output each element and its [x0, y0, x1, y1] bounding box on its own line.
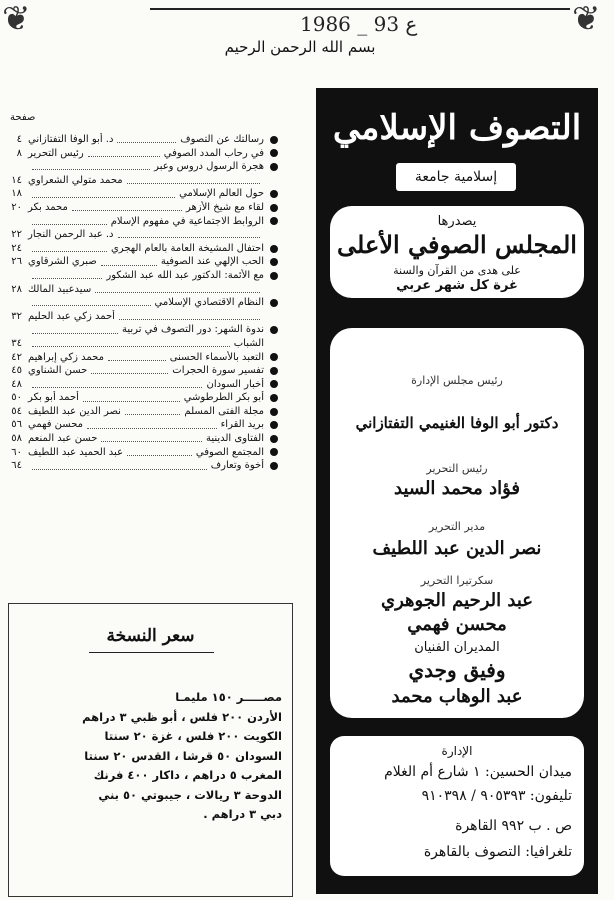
toc-page: ٣٢ — [11, 310, 22, 322]
toc-leader — [32, 272, 102, 279]
toc-title: الروابط الاجتماعية في مفهوم الإسلام — [110, 215, 264, 227]
editor-label: رئيس التحرير — [426, 462, 488, 475]
toc-leader — [32, 245, 107, 252]
toc-item — [8, 323, 278, 337]
handwritten-issue-number: ع 93 _ 1986 — [300, 12, 418, 36]
toc-leader — [87, 422, 217, 429]
bullet-icon — [270, 245, 278, 253]
toc-title: تفسير سورة الحجرات — [172, 365, 264, 377]
bullet-icon — [270, 353, 278, 361]
toc-page: ٤٨ — [11, 378, 22, 390]
toc-author: حسن الشناوي — [28, 365, 88, 377]
toc-title: النظام الاقتصادي الإسلامي — [154, 297, 264, 309]
toc-leader — [125, 408, 181, 415]
editor-name: فؤاد محمد السيد — [394, 478, 520, 499]
toc-item — [8, 133, 278, 147]
basmala: بسم الله الرحمن الرحيم — [224, 38, 376, 56]
toc-item — [8, 432, 278, 446]
toc-leader — [118, 231, 261, 238]
toc-author: سيدعبيد المالك — [28, 283, 92, 295]
toc-author: محسن فهمي — [28, 419, 84, 431]
toc-page: ٤٢ — [11, 351, 22, 363]
toc-item — [8, 147, 278, 161]
toc-item — [8, 242, 278, 256]
toc-leader — [32, 191, 175, 198]
toc-item — [8, 228, 278, 242]
price-line: الكويت ٢٠٠ فلس ، غزة ٢٠ سنتا — [104, 729, 282, 743]
toc-leader — [101, 259, 157, 266]
bullet-icon — [270, 272, 278, 280]
price-title-rule — [89, 652, 214, 653]
toc-title: الشباب — [233, 337, 264, 349]
toc-page: ٥٠ — [11, 392, 22, 404]
price-line: دبي ٣ دراهم . — [203, 807, 282, 821]
price-title: سعر النسخة — [106, 626, 195, 646]
toc-page: ٢٤ — [11, 242, 22, 254]
toc-page: ٥٤ — [11, 405, 22, 417]
toc-page: ٢٠ — [11, 201, 22, 213]
administration-label: الإدارة — [441, 744, 473, 758]
toc-title: هجرة الرسول دروس وعبر — [154, 161, 264, 173]
toc-leader — [32, 463, 207, 470]
magazine-subtitle: إسلامية جامعة — [396, 163, 516, 191]
bullet-icon — [270, 258, 278, 266]
publisher-box — [330, 206, 584, 298]
secretary-label: سكرتيرا التحرير — [420, 574, 494, 587]
toc-title: بريد القراء — [220, 419, 264, 431]
bullet-icon — [270, 380, 278, 388]
toc-leader — [117, 136, 176, 143]
toc-author: أحمد زكي عبد الحليم — [28, 310, 115, 322]
bullet-icon — [270, 217, 278, 225]
toc-title: أبو بكر الطرطوشي — [183, 392, 264, 404]
masthead-panel — [316, 88, 598, 894]
price-line: الأردن ٢٠٠ فلس ، أبو ظبي ٣ دراهم — [82, 709, 282, 724]
toc-leader — [32, 381, 202, 388]
toc-page: ١٤ — [11, 174, 22, 186]
pobox-line: ص . ب ٩٩٢ القاهرة — [455, 818, 572, 834]
toc-item — [8, 378, 278, 392]
toc-title: لقاء مع شيخ الأزهر — [185, 201, 264, 213]
toc-item — [8, 255, 278, 269]
toc-author: نصر الدين عبد اللطيف — [28, 405, 121, 417]
publisher-name: المجلس الصوفي الأعلى — [337, 230, 577, 259]
staff-box — [330, 328, 584, 718]
toc-author: د. عبد الرحمن النجار — [28, 229, 114, 241]
bullet-icon — [270, 421, 278, 429]
toc-page: ٨ — [16, 147, 22, 159]
price-line: الدوحة ٣ ريالات ، جيبوتي ٥٠ بني — [98, 787, 282, 802]
toc-item — [8, 418, 278, 432]
toc-title: الحب الإلهي عند الصوفية — [160, 256, 264, 268]
toc-page: ١٨ — [11, 188, 22, 200]
toc-page-label: صفحة — [10, 112, 36, 123]
bullet-icon — [270, 462, 278, 470]
toc-title: المجتمع الصوفي — [195, 446, 264, 458]
bullet-icon — [270, 136, 278, 144]
toc-title: أخوة وتعارف — [210, 460, 264, 472]
toc-leader — [88, 150, 160, 157]
toc-title: الفتاوى الدينية — [205, 433, 264, 445]
toc-page: ٢٦ — [11, 256, 22, 268]
toc-item — [8, 391, 278, 405]
toc-page: ٦٤ — [11, 460, 22, 472]
toc-page: ٥٦ — [11, 419, 22, 431]
toc-leader — [32, 163, 150, 170]
toc-author: أحمد أبو بكر — [28, 392, 79, 404]
toc-title: حول العالم الإسلامي — [179, 188, 264, 200]
telegraph-line: تلغرافيا: التصوف بالقاهرة — [423, 844, 572, 860]
toc-item — [8, 187, 278, 201]
toc-author: رئيس التحرير — [28, 147, 84, 159]
frequency-text: غرة كل شهر عربي — [396, 278, 518, 293]
toc-title: مجلة الفتى المسلم — [184, 405, 264, 417]
magazine-title: التصوف الإسلامي — [332, 108, 582, 148]
toc-item — [8, 215, 278, 229]
toc-leader — [95, 286, 260, 293]
toc-author: حسن عبد المنعم — [28, 433, 98, 445]
toc-item — [8, 446, 278, 460]
toc-item — [8, 160, 278, 174]
address-line: ميدان الحسين: ١ شارع أم الغلام — [384, 764, 572, 780]
toc-leader — [72, 204, 182, 211]
toc-page: ٤٥ — [11, 365, 22, 377]
toc-item — [8, 364, 278, 378]
art-label: المديران الفنيان — [414, 640, 500, 655]
secretary-name: محسن فهمي — [407, 614, 507, 635]
price-box — [8, 603, 293, 897]
toc-leader — [32, 218, 107, 225]
price-line: السودان ٥٠ قرشا ، القدس ٢٠ سنتا — [84, 748, 282, 763]
toc-page: ٢٨ — [11, 283, 22, 295]
toc-author: محمد زكي إبراهيم — [28, 351, 104, 363]
toc-leader — [91, 367, 168, 374]
toc-leader — [127, 177, 260, 184]
toc-title: رسالتك عن التصوف — [180, 134, 264, 145]
ornament-top-right-icon: ❦ — [572, 0, 601, 39]
bullet-icon — [270, 367, 278, 375]
chair-label: رئيس مجلس الإدارة — [411, 374, 503, 387]
toc-item — [8, 283, 278, 297]
toc-title: في رحاب المدد الصوفي — [163, 147, 264, 159]
bullet-icon — [270, 190, 278, 198]
toc-leader — [127, 449, 192, 456]
toc-item — [8, 296, 278, 310]
bullet-icon — [270, 408, 278, 416]
toc-title: ندوة الشهر: دور التصوف في تربية — [122, 324, 264, 336]
phone-line: تليفون: ٩٠٥٣٩٣ / ٩١٠٣٩٨ — [421, 788, 572, 804]
toc-item — [8, 269, 278, 283]
toc-leader — [83, 395, 180, 402]
toc-item — [8, 174, 278, 188]
header-rule — [150, 8, 570, 10]
toc-item — [8, 351, 278, 365]
price-lines — [9, 688, 292, 825]
toc-title: مع الأئمة: الدكتور عبد الله عبد الشكور — [106, 269, 264, 281]
bullet-icon — [270, 299, 278, 307]
price-line: المغرب ٥ دراهم ، داكار ٤٠٠ فرنك — [93, 768, 282, 782]
toc-leader — [108, 354, 166, 361]
toc-title: أخبار السودان — [206, 378, 264, 390]
publisher-intro: يصدرها — [437, 214, 477, 229]
manager-label: مدير التحرير — [428, 520, 486, 533]
toc-leader — [32, 327, 118, 334]
toc-item — [8, 405, 278, 419]
art-director-name: عبد الوهاب محمد — [391, 686, 523, 707]
toc-page: ٦٠ — [11, 446, 22, 458]
table-of-contents — [8, 133, 278, 473]
guidance-text: على هدى من القرآن والسنة — [393, 264, 521, 277]
toc-author: محمد متولي الشعراوي — [28, 174, 123, 186]
bullet-icon — [270, 435, 278, 443]
administration-box — [330, 736, 584, 876]
chair-name: دكتور أبو الوفا الغنيمي التفتازاني — [355, 414, 559, 432]
toc-page: ٣٤ — [11, 337, 22, 349]
toc-leader — [32, 299, 151, 306]
toc-author: عبد الحميد عبد اللطيف — [28, 446, 124, 458]
toc-page: ٥٨ — [11, 433, 22, 445]
toc-author: محمد بكر — [28, 201, 68, 213]
toc-author: صبري الشرقاوي — [28, 256, 97, 268]
toc-leader — [119, 313, 260, 320]
toc-leader — [101, 435, 202, 442]
price-line: مصـــــر ١٥٠ مليمـا — [175, 690, 282, 704]
bullet-icon — [270, 448, 278, 456]
secretary-name: عبد الرحيم الجوهري — [380, 590, 534, 611]
toc-item — [8, 459, 278, 473]
ornament-top-left-icon: ❦ — [2, 0, 31, 39]
bullet-icon — [270, 149, 278, 157]
toc-item — [8, 310, 278, 324]
bullet-icon — [270, 326, 278, 334]
toc-item — [8, 337, 278, 351]
toc-author: د. أبو الوفا التفتازاني — [28, 134, 114, 145]
bullet-icon — [270, 204, 278, 212]
toc-item — [8, 201, 278, 215]
toc-page: ٤ — [16, 134, 22, 145]
toc-title: التعبد بالأسماء الحسنى — [169, 351, 264, 363]
toc-leader — [32, 340, 230, 347]
bullet-icon — [270, 163, 278, 171]
art-director-name: وفيق وجدي — [408, 658, 506, 682]
toc-page: ٢٢ — [11, 229, 22, 241]
toc-title: احتفال المشيخة العامة بالعام الهجري — [110, 242, 264, 254]
manager-name: نصر الدين عبد اللطيف — [372, 538, 542, 559]
bullet-icon — [270, 394, 278, 402]
